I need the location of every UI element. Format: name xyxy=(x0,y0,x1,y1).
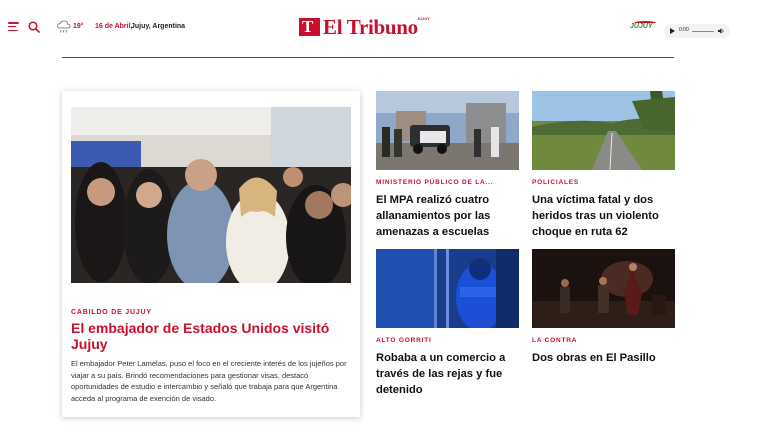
volume-icon[interactable] xyxy=(718,28,725,34)
article-section[interactable]: POLICIALES xyxy=(532,179,580,186)
logo-subtext: JUJUY xyxy=(417,16,430,21)
article-card[interactable] xyxy=(532,91,675,240)
article-title[interactable]: Una víctima fatal y dos heridos tras un violento choque en ruta 62 xyxy=(532,194,659,238)
featured-summary: El embajador Peter Lamelas, puso el foco en el creciente interés de los jujeños por viajar a su país. Brindó recomendaciones para gestionar visas, destacó oportunidades de estudio e intercambio y señaló que trabaja para que Argentina acceda al programa de exención de visado. xyxy=(71,359,347,403)
play-icon[interactable] xyxy=(670,28,675,34)
featured-section[interactable]: CABILDO DE JUJUY xyxy=(71,309,152,316)
header-divider xyxy=(62,57,674,58)
article-image[interactable] xyxy=(532,91,675,170)
article-image[interactable] xyxy=(532,249,675,328)
article-title[interactable]: Robaba a un comercio a través de las rejas y fue detenido xyxy=(376,352,506,396)
temperature: 19° xyxy=(73,23,84,30)
audio-progress-bar[interactable] xyxy=(692,31,714,33)
article-title[interactable]: El MPA realizó cuatro allanamientos por las amenazas a escuelas xyxy=(376,194,491,238)
article-card[interactable] xyxy=(376,91,519,240)
site-logo[interactable] xyxy=(299,14,439,40)
audio-player[interactable] xyxy=(664,24,730,38)
article-section[interactable]: ALTO GORRITI xyxy=(376,337,432,344)
article-card[interactable] xyxy=(532,249,675,366)
article-title[interactable]: Dos obras en El Pasillo xyxy=(532,352,656,364)
article-image[interactable] xyxy=(376,91,519,170)
date: 16 de Abril, xyxy=(95,23,133,30)
article-section[interactable]: MINISTERIO PÚBLICO DE LA... xyxy=(376,179,494,186)
radio-logo[interactable] xyxy=(630,22,660,34)
radio-label: JUJUY xyxy=(630,23,653,30)
location: Jujuy, Argentina xyxy=(131,23,186,30)
featured-title[interactable]: El embajador de Estados Unidos visitó Jujuy xyxy=(71,320,330,352)
featured-article[interactable] xyxy=(62,91,360,417)
featured-image[interactable] xyxy=(71,107,351,283)
cloud-rain-icon xyxy=(56,20,71,34)
menu-icon[interactable] xyxy=(8,22,19,31)
article-card[interactable] xyxy=(376,249,519,398)
article-image[interactable] xyxy=(376,249,519,328)
article-section[interactable]: LA CONTRA xyxy=(532,337,578,344)
search-icon[interactable] xyxy=(28,21,40,33)
logo-mark: T xyxy=(299,18,320,36)
audio-time: 0:00 xyxy=(679,27,689,33)
top-bar xyxy=(0,0,768,58)
logo-text: El Tribuno xyxy=(323,15,418,39)
